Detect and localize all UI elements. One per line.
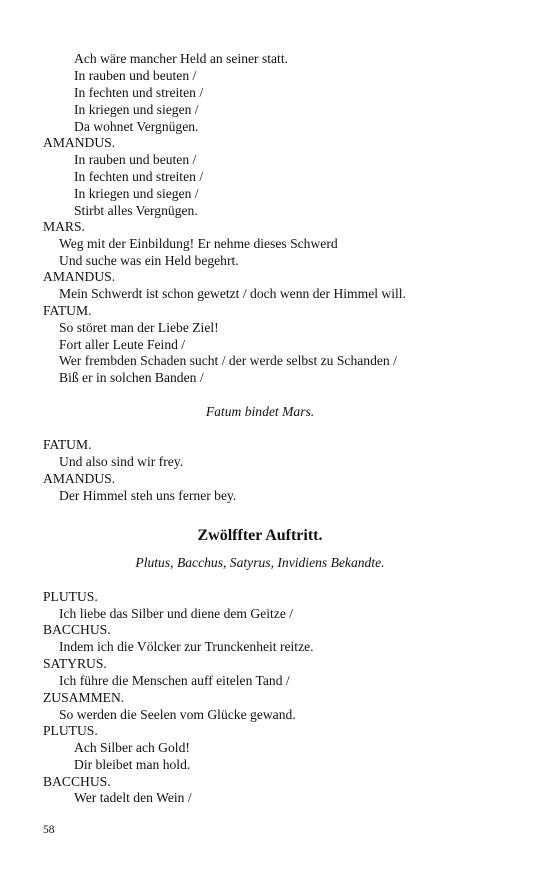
speaker-name: PLUTUS. [43,589,98,604]
speaker-name: AMANDUS. [43,471,116,486]
verse-line: Und suche was ein Held begehrt. [59,253,239,268]
speaker-name: FATUM. [43,437,92,452]
verse-line: In rauben und beuten / [74,68,197,83]
verse-line: Stirbt alles Vergnügen. [74,203,198,218]
verse-line: Wer frembden Schaden sucht / der werde selbst zu Schanden / [59,353,397,368]
verse-line: In fechten und streiten / [74,85,204,100]
verse-line: So werden die Seelen vom Glücke gewand. [59,707,296,722]
stage-direction: Fatum bindet Mars. [205,404,315,419]
speaker-name: MARS. [43,219,85,234]
verse-line: Da wohnet Vergnügen. [74,119,199,134]
verse-line: Ach wäre mancher Held an seiner statt. [74,51,289,66]
verse-line: In rauben und beuten / [74,152,197,167]
verse-line: Wer tadelt den Wein / [74,790,192,805]
verse-line: Fort aller Leute Feind / [59,337,186,352]
page-number: 58 [43,824,55,836]
verse-line: Ich liebe das Silber und diene dem Geitze / [59,606,294,621]
scene-heading: Zwölffter Auftritt. [197,527,323,544]
speaker-name: FATUM. [43,303,92,318]
speaker-name: BACCHUS. [43,622,111,637]
verse-line: Indem ich die Völcker zur Trunckenheit reitze. [59,639,314,654]
verse-line: Und also sind wir frey. [59,454,184,469]
verse-line: Ich führe die Menschen auff eitelen Tand / [59,673,290,688]
speaker-name: SATYRUS. [43,656,107,671]
scene-cast: Plutus, Bacchus, Satyrus, Invidiens Bekandte. [135,555,385,570]
speaker-name: BACCHUS. [43,774,111,789]
verse-line: In kriegen und siegen / [74,186,199,201]
speaker-name: ZUSAMMEN. [43,690,125,705]
verse-line: Biß er in solchen Banden / [59,370,204,385]
verse-line: Weg mit der Einbildung! Er nehme dieses Schwerd [59,236,338,251]
verse-line: Mein Schwerdt ist schon gewetzt / doch wenn der Himmel will. [59,286,406,301]
speaker-name: AMANDUS. [43,135,116,150]
speaker-name: PLUTUS. [43,723,98,738]
verse-line: Der Himmel steh uns ferner bey. [59,488,237,503]
verse-line: In kriegen und siegen / [74,102,199,117]
verse-line: In fechten und streiten / [74,169,204,184]
speaker-name: AMANDUS. [43,269,116,284]
verse-line: Dir bleibet man hold. [74,757,191,772]
verse-line: Ach Silber ach Gold! [74,740,190,755]
verse-line: So störet man der Liebe Ziel! [59,320,219,335]
